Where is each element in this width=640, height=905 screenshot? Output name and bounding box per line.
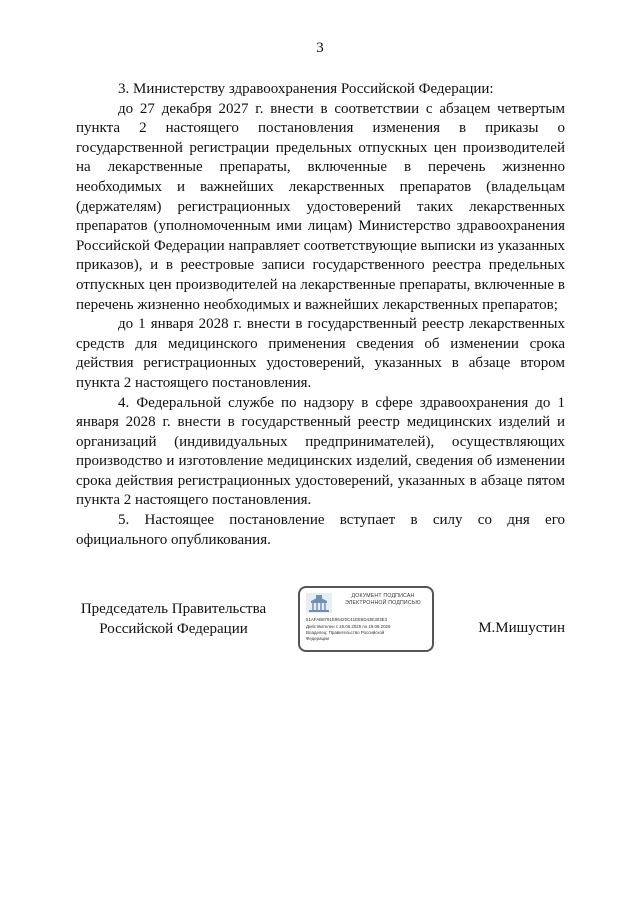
stamp-owner-line-2: Федерации <box>306 636 329 641</box>
paragraph-ministry-health-until-2028: до 1 января 2028 г. внести в государственный реестр лекарственных средств для медицинского применения сведения об изменении срока действия регистрационных удостоверений, указанных в абзаце втором пункта 2 настоящего постановления. <box>76 316 565 391</box>
stamp-validity: Действителен с 26.06.2025 по 19.08.2026 <box>306 624 391 629</box>
stamp-owner-line-1: Владелец: Правительство Российской <box>306 630 385 635</box>
signer-title <box>76 600 271 639</box>
paragraph-item-5: 5. Настоящее постановление вступает в силу со дня его официального опубликования. <box>76 512 565 548</box>
signer-title-line-2: Российской Федерации <box>99 620 248 637</box>
stamp-certificate-number: 51AFAB8781E96420C41EE5D43E303E3 <box>306 617 388 622</box>
paragraph-item-4: 4. Федеральной службе по надзору в сфере здравоохранения до 1 января 2028 г. внести в государственный реестр медицинских изделий и организаций (индивидуальных предпринимателей), осуществляющих производство и изготовление медицинских изделий, сведения об изменении срока действия регистрационных удостоверений, указанных в абзаце пятом пункта 2 настоящего постановления. <box>76 394 565 509</box>
stamp-header <box>336 593 430 607</box>
electronic-signature-stamp <box>298 586 434 652</box>
signature-block <box>76 586 565 656</box>
government-building-icon <box>306 593 332 613</box>
signer-name: М.Мишустин <box>478 620 565 636</box>
paragraph-item-3: 3. Министерству здравоохранения Российской Федерации: <box>118 81 494 97</box>
signer-title-line-1: Председатель Правительства <box>80 601 267 617</box>
stamp-header-line-2: ЭЛЕКТРОННОЙ ПОДПИСЬЮ <box>345 600 421 606</box>
page-number: 3 <box>316 40 324 56</box>
stamp-header-line-1: ДОКУМЕНТ ПОДПИСАН <box>351 593 415 599</box>
document-body <box>76 80 565 550</box>
paragraph-ministry-health-until-2027: до 27 декабря 2027 г. внести в соответствии с абзацем четвертым пункта 2 настоящего постановления изменения в приказы о государственной регистрации предельных отпускных цен производителей на лекарственные препараты, включенные в перечень жизненно необходимых и важнейших лекарственных препаратов (владельцам (держателям) регистрационных удостоверений таких лекарственных препаратов (уполномоченным ими лицам) Министерство здравоохранения Российской Федерации направляет соответствующие выписки из указанных приказов), и в реестровые записи государственного реестра предельных отпускных цен производителей на лекарственные препараты, включенные в перечень жизненно необходимых и важнейших лекарственных препаратов; <box>76 100 565 313</box>
